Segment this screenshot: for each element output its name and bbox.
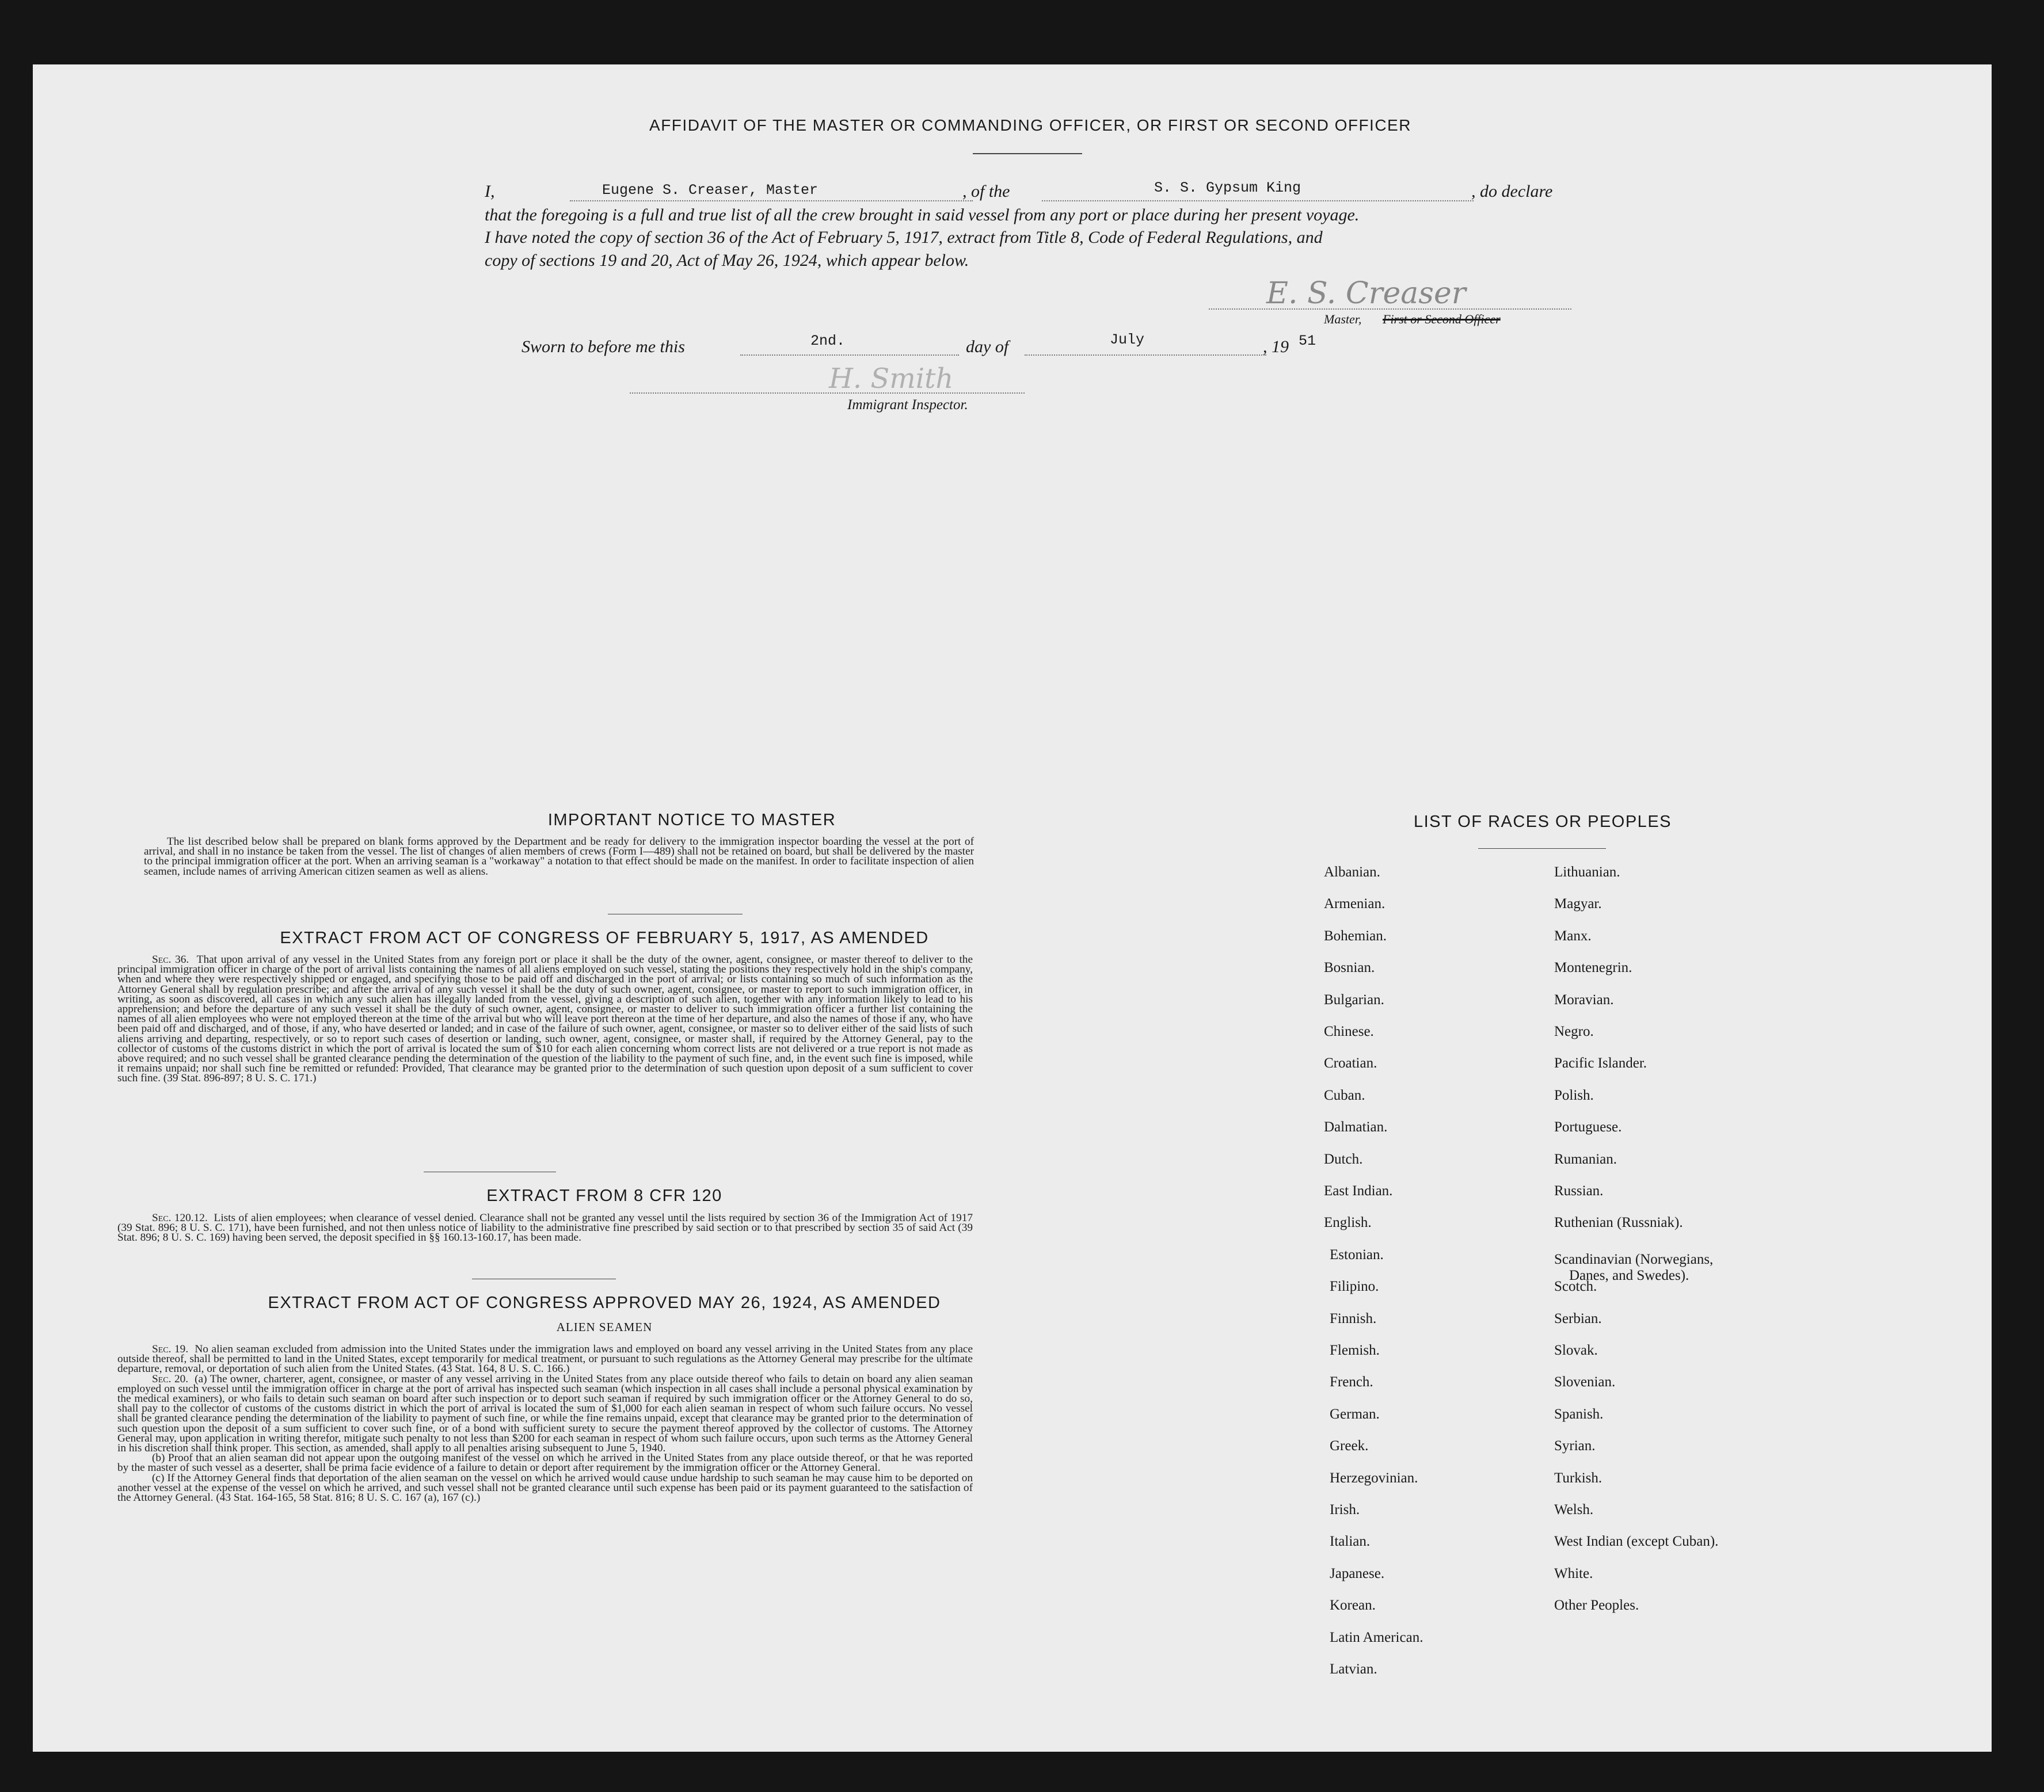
section-20-label: Sec. 20. (152, 1372, 189, 1385)
race-item: Spanish. (1554, 1406, 1604, 1422)
section-20a-text: (a) The owner, charterer, agent, consignee, or master of any vessel arriving in the United States from any place outside thereof who fails to detain on board any alien seaman employed on such vessel until the immigration officer in charge at the port of arrival has inspected such seaman (which inspection in all cases shall include a personal physical examination by the medical examiners), or who fails to detain such seaman on board after such inspection or to deport such seaman if required by such immigration officer or the Attorney General to do so, shall pay to the collector of customs of the customs district in which the port of arrival is located the sum of $1,000 for each alien seaman in respect of whom such failure occurs. No vessel shall be granted clearance pending the determination of the liability to payment of such fine, or while the fine remains unpaid, except that clearance may be granted prior to the determination of such question upon the deposit of a sum sufficient to cover such fine, or of a bond with sufficient surety to secure the payment thereof approved by the collector of customs. The Attorney General may, upon application in writing therefor, mitigate such penalty to not less than $200 for each seaman in respect of whom such failure occurs, upon such terms as the Attorney General in his discretion shall think proper. This section, as amended, shall apply to all penalties arising subsequent to June 5, 1940. (117, 1372, 973, 1455)
race-item: Other Peoples. (1554, 1597, 1639, 1614)
race-item: Bohemian. (1324, 928, 1387, 944)
section-36-text: That upon arrival of any vessel in the United States from any foreign port or place it shall be the duty of the owner, agent, consignee, or master thereof to deliver to the principal immigration officer in charge of the port of arrival lists containing the names of all aliens employed on such vessel, stating the positions they respectively hold in the ship's company, when and where they were respectively shipped or engaged, and specifying those to be paid off and discharged in the port of arrival; or lists containing so much of such information as the Attorney General shall by regulation prescribe; and after the arrival of any such vessel it shall be the duty of such owner, agent, consignee, or master to report to such immigration officer, in writing, as soon as discovered, all cases in which any such alien has illegally landed from the vessel, giving a description of such alien, together with any information likely to lead to his apprehension; and before the departure of any such vessel it shall be the duty of such owner, agent, consignee, or master to deliver to such immigration officer a further list containing the names of all alien employees who were not employed thereon at the time of the arrival but who will leave port thereon at the time of her departure, and also the names of those if any, who have been paid off and discharged, and of those, if any, who have deserted or landed; and in case of the failure of such owner, agent, consignee, or master so to deliver either of the said lists of such aliens arriving and departing, respectively, or so to report such cases of desertion or landing, such owner, agent, consignee, or master shall, if required by the Attorney General, pay to the collector of customs of the customs district in which the port of arrival is located the sum of $10 for each alien concerning whom correct lists are not delivered or a true report is not made as above required; and no such vessel shall be granted clearance pending the determination of the question of the liability to the payment of such fine, and, in the event such fine is imposed, while it remains unpaid; nor shall such fine be remitted or refunded: Provided, That clearance may be granted prior to the determination of such question upon deposit of a sum sufficient to cover such fine. (39 Stat. 896-897; 8 U. S. C. 171.) (117, 954, 973, 1085)
race-item: Slovenian. (1554, 1374, 1616, 1390)
notice-body (144, 837, 974, 876)
extract-1924-title: EXTRACT FROM ACT OF CONGRESS APPROVED MAY 26, 1924, AS AMENDED (268, 1294, 941, 1312)
race-item: Manx. (1554, 928, 1592, 944)
vessel-name: S. S. Gypsum King (1154, 180, 1301, 196)
race-item: French. (1330, 1374, 1373, 1390)
signature-caption-struck: First or Second Officer (1383, 312, 1501, 326)
sworn-month: July (1110, 331, 1145, 348)
race-item: Slovak. (1554, 1343, 1598, 1358)
sworn-year: 51 (1299, 333, 1316, 349)
declarant-line (570, 200, 973, 201)
race-item: East Indian. (1324, 1183, 1393, 1199)
race-item: Scandinavian (Norwegians, (1554, 1251, 1714, 1267)
race-item: Latvian. (1330, 1661, 1377, 1677)
race-item: Negro. (1554, 1024, 1594, 1039)
race-item: Japanese. (1330, 1565, 1385, 1581)
declarant-prefix: I, (485, 182, 495, 201)
race-item: Russian. (1554, 1183, 1604, 1199)
race-item: Dalmatian. (1324, 1119, 1388, 1135)
race-item: Danes, and Swedes). (1569, 1267, 1689, 1283)
race-item: Ruthenian (Russniak). (1554, 1215, 1683, 1231)
section-19-text: No alien seaman excluded from admission into the United States under the immigration laws and employed on board any vessel arriving in the United States from any place outside thereof, shall be permitted to land in the United States, except temporarily for medical treatment, or pursuant to such regulations as the Attorney General may prescribe for the ultimate departure, removal, or deportation of such alien from the United States. (43 Stat. 164, 8 U. S. C. 166.) (117, 1343, 973, 1375)
master-signature: E. S. Creaser (1266, 276, 1466, 311)
race-item: Chinese. (1324, 1024, 1374, 1039)
race-item: Serbian. (1554, 1310, 1602, 1326)
race-item: Turkish. (1554, 1470, 1603, 1486)
month-line (1025, 354, 1266, 356)
section-120-12-text: Lists of alien employees; when clearance of vessel denied. Clearance shall not be granted any vessel until the lists required by section 36 of the Immigration Act of 1917 (39 Stat. 896; 8 U. S. C. 171), have been furnished, and not then unless notice of liability to the administrative fine prescribed by said section or to that prescribed by section 35 of said Act (39 Stat. 896; 8 U. S. C. 169) having been served, the deposit specified in §§ 160.13-160.17, has been made. (117, 1212, 973, 1244)
race-item: Korean. (1330, 1597, 1376, 1614)
sworn-label: Sworn to before me this (522, 337, 685, 356)
race-item: Estonian. (1330, 1246, 1384, 1263)
race-item: Filipino. (1330, 1279, 1379, 1295)
race-item: Polish. (1554, 1087, 1594, 1103)
race-item: Latin American. (1330, 1629, 1423, 1645)
race-item: Montenegrin. (1554, 960, 1632, 976)
race-item: Rumanian. (1554, 1151, 1617, 1167)
affidavit-title: AFFIDAVIT OF THE MASTER OR COMMANDING OFFICER, OR FIRST OR SECOND OFFICER (649, 116, 1411, 134)
extract-cfr-body (117, 1213, 973, 1243)
race-item: Scotch. (1554, 1279, 1597, 1295)
race-item: German. (1330, 1406, 1380, 1422)
race-item: Greek. (1330, 1438, 1369, 1454)
vessel-line (1042, 200, 1474, 201)
declaration-line-2: that the foregoing is a full and true list of all the crew brought in said vessel from any port or place during her present voyage. (485, 205, 1360, 224)
race-item: Bulgarian. (1324, 992, 1384, 1008)
race-item: Lithuanian. (1554, 864, 1620, 880)
race-item: Armenian. (1324, 896, 1385, 912)
race-item: English. (1324, 1215, 1372, 1231)
race-item: Italian. (1330, 1534, 1371, 1550)
day-of-label: day of (966, 337, 1009, 356)
inspector-signature: H. Smith (829, 363, 954, 395)
year-prefix: , 19 (1263, 337, 1289, 356)
inspector-caption: Immigrant Inspector. (847, 397, 968, 413)
races-title: LIST OF RACES OR PEOPLES (1413, 813, 1672, 831)
race-item: White. (1554, 1565, 1593, 1581)
inspector-line (630, 392, 1025, 394)
notice-title: IMPORTANT NOTICE TO MASTER (547, 811, 836, 829)
race-item: Portuguese. (1554, 1119, 1622, 1135)
declaration-line-3: I have noted the copy of section 36 of the Act of February 5, 1917, extract from Title 8, Code of Federal Regulations, and (485, 228, 1323, 247)
race-item: Irish. (1330, 1502, 1360, 1518)
signature-line (1209, 308, 1571, 310)
race-item: Flemish. (1330, 1343, 1380, 1358)
section-36-label: Sec. 36. (152, 954, 189, 966)
signature-caption-master: Master, (1324, 312, 1362, 326)
race-item: Welsh. (1554, 1502, 1594, 1518)
section-20b-text: (b) Proof that an alien seaman did not appear upon the outgoing manifest of the vessel on which he arrived in the United States from any place outside thereof, or that he was reported by the master of such vessel as a deserter, shall be prima facie evidence of a failure to detain or deport after requirement by the immigration officer or the Attorney General. (117, 1452, 973, 1474)
section-19-label: Sec. 19. (152, 1343, 189, 1355)
race-item: Albanian. (1324, 864, 1380, 880)
section-120-12-label: Sec. 120.12. (152, 1212, 208, 1224)
declare-label: , do declare (1471, 182, 1553, 201)
day-line (740, 354, 959, 356)
race-item: Dutch. (1324, 1151, 1363, 1167)
race-item: Bosnian. (1324, 960, 1375, 976)
race-item: Finnish. (1330, 1310, 1377, 1326)
affidavit-title-rule (973, 153, 1082, 154)
alien-seamen-subtitle: ALIEN SEAMEN (556, 1320, 653, 1334)
race-item: Croatian. (1324, 1055, 1377, 1072)
extract-1917-title: EXTRACT FROM ACT OF CONGRESS OF FEBRUARY 5, 1917, AS AMENDED (280, 929, 929, 947)
extract-1924-body (117, 1344, 973, 1503)
race-item: Syrian. (1554, 1438, 1596, 1454)
of-the-label: , of the (962, 182, 1010, 201)
section-20c-text: (c) If the Attorney General finds that deportation of the alien seaman on the vessel on which he arrived would cause undue hardship to such seaman he may cause him to be deported on another vessel at the expense of the vessel on which he arrived, and such vessel shall not be granted clearance until such expense has been paid or its payment guaranteed to the satisfaction of the Attorney General. (43 Stat. 164-165, 58 Stat. 816; 8 U. S. C. 167 (a), 167 (c).) (117, 1471, 973, 1504)
race-item: Pacific Islander. (1554, 1055, 1647, 1072)
race-item: Moravian. (1554, 992, 1614, 1008)
race-item: West Indian (except Cuban). (1554, 1534, 1719, 1550)
race-item: Herzegovinian. (1330, 1470, 1418, 1486)
race-item: Cuban. (1324, 1087, 1365, 1103)
declaration-line-4: copy of sections 19 and 20, Act of May 26, 1924, which appear below. (485, 251, 969, 270)
races-title-rule (1478, 848, 1606, 849)
race-item: Magyar. (1554, 896, 1602, 912)
sworn-day: 2nd. (810, 333, 846, 349)
declarant-name: Eugene S. Creaser, Master (602, 182, 819, 199)
extract-1917-body (117, 955, 973, 1084)
notice-text: The list described below shall be prepared on blank forms approved by the Department and be ready for delivery to the immigration inspector boarding the vessel at the port of arrival, and shall in no instance be taken from the vessel. The list of changes of alien members of crews (Form I—489) shall not be retained on board, but shall be delivered by the master to the principal immigration officer at the port. When an arriving seaman is a "workaway" a notation to that effect should be made on the manifest. In order to facilitate inspection of alien seamen, include names of arriving American citizen seamen as well as aliens. (144, 836, 974, 878)
extract-cfr-title: EXTRACT FROM 8 CFR 120 (486, 1187, 722, 1205)
